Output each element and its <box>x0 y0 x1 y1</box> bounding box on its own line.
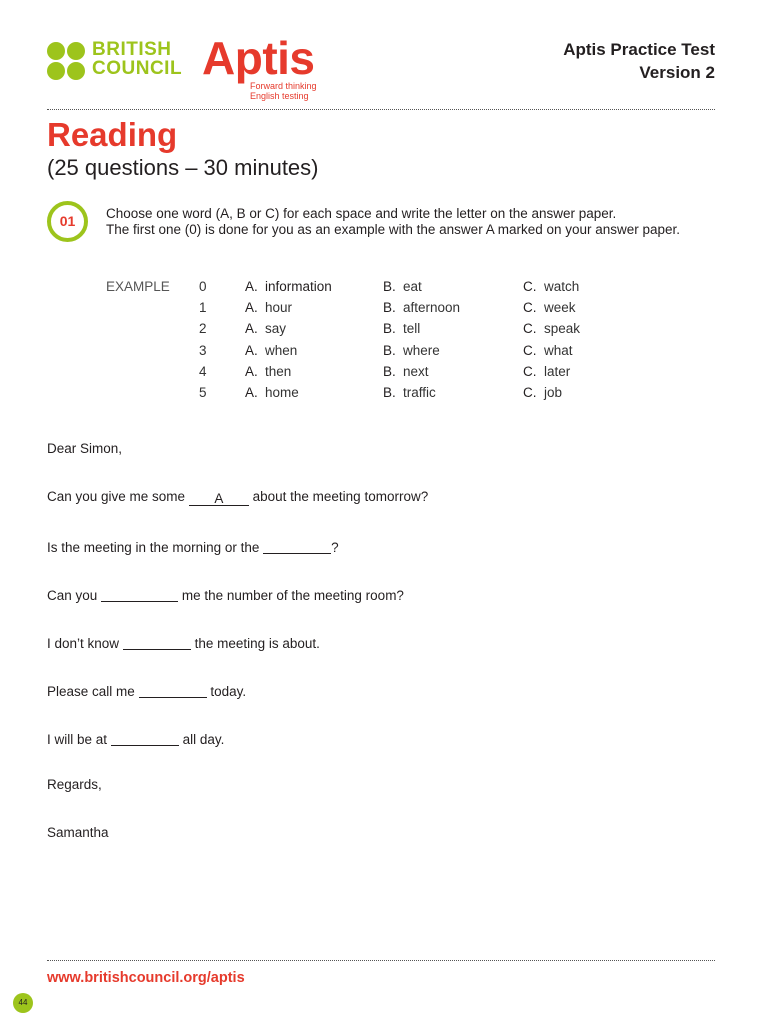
sentence-text: Is the meeting in the morning or the <box>47 540 260 555</box>
option-b-text: eat <box>403 279 422 294</box>
option-c-letter: C. <box>523 385 537 400</box>
sentence-text: ? <box>331 540 339 555</box>
example-label: EXAMPLE <box>106 279 170 294</box>
sentence-text: Can you <box>47 588 98 603</box>
option-b-text: tell <box>403 321 421 336</box>
option-b-letter: B. <box>383 385 396 400</box>
letter-signature: Samantha <box>47 825 109 840</box>
sentence-text: Can you give me some <box>47 489 186 504</box>
tagline-line-2: English testing <box>250 91 309 101</box>
letter-sentence-3 <box>47 633 320 652</box>
letter-sentence-5 <box>47 729 224 748</box>
option-c-text: later <box>544 364 571 379</box>
row-number: 3 <box>199 343 207 358</box>
british-council-wordmark <box>92 40 182 78</box>
letter-sentence-1 <box>47 537 339 556</box>
sentence-text: me the number of the meeting room? <box>181 588 404 603</box>
option-c-letter: C. <box>523 279 537 294</box>
brand-line-1: BRITISH <box>92 39 172 60</box>
row-number: 4 <box>199 364 207 379</box>
option-a-letter: A. <box>245 364 258 379</box>
test-title-line-1: Aptis Practice Test <box>563 40 715 59</box>
row-number: 2 <box>199 321 207 336</box>
option-a-text: then <box>265 364 292 379</box>
test-title <box>563 38 715 84</box>
option-c-text: watch <box>544 279 580 294</box>
letter-greeting: Dear Simon, <box>47 441 123 456</box>
instruction-line-1: Choose one word (A, B or C) for each space and write the letter on the answer paper. <box>106 206 617 221</box>
option-a-letter: A. <box>245 279 258 294</box>
option-c-text: speak <box>544 321 581 336</box>
aptis-tagline <box>250 81 317 101</box>
answer-blank-2 <box>101 587 178 602</box>
sentence-text: Please call me <box>47 684 135 699</box>
option-c-letter: C. <box>523 364 537 379</box>
option-a-letter: A. <box>245 343 258 358</box>
answer-blank-3 <box>123 635 191 650</box>
option-c-text: what <box>544 343 573 358</box>
row-number: 5 <box>199 385 207 400</box>
answer-blank-4 <box>139 683 207 698</box>
letter-sentence-0 <box>47 489 428 505</box>
answer-blank-5 <box>111 731 179 746</box>
option-a-letter: A. <box>245 385 258 400</box>
test-title-line-2: Version 2 <box>639 63 715 82</box>
sentence-text: today. <box>210 684 247 699</box>
section-subtitle: (25 questions – 30 minutes) <box>47 155 319 180</box>
option-c-letter: C. <box>523 321 537 336</box>
option-b-text: where <box>403 343 440 358</box>
sentence-text: the meeting is about. <box>194 636 320 651</box>
sentence-text: I will be at <box>47 732 108 747</box>
option-b-letter: B. <box>383 364 396 379</box>
option-b-letter: B. <box>383 279 396 294</box>
question-instructions <box>106 206 680 238</box>
option-b-text: afternoon <box>403 300 461 315</box>
row-number: 1 <box>199 300 207 315</box>
option-c-letter: C. <box>523 343 537 358</box>
example-answer-blank: A <box>189 491 249 506</box>
letter-closing: Regards, <box>47 777 102 792</box>
row-number: 0 <box>199 279 207 294</box>
option-c-letter: C. <box>523 300 537 315</box>
option-b-text: traffic <box>403 385 436 400</box>
option-a-text: information <box>265 279 332 294</box>
letter-sentence-4 <box>47 681 246 700</box>
footer-url-link[interactable]: www.britishcouncil.org/aptis <box>47 970 245 986</box>
brand-line-2: COUNCIL <box>92 58 183 79</box>
page-number-badge: 44 <box>13 993 33 1013</box>
aptis-logo: Aptis <box>202 32 315 84</box>
option-a-text: say <box>265 321 287 336</box>
section-title: Reading <box>47 116 178 153</box>
option-c-text: job <box>544 385 563 400</box>
answer-blank-1 <box>263 539 331 554</box>
header-divider <box>47 109 715 110</box>
tagline-line-1: Forward thinking <box>250 81 317 91</box>
question-number-badge: 01 <box>47 201 88 242</box>
sentence-text: about the meeting tomorrow? <box>252 489 429 504</box>
option-a-text: hour <box>265 300 293 315</box>
option-c-text: week <box>544 300 576 315</box>
footer-divider <box>47 960 715 961</box>
option-b-letter: B. <box>383 321 396 336</box>
option-a-text: when <box>265 343 298 358</box>
option-b-letter: B. <box>383 300 396 315</box>
sentence-text: I don’t know <box>47 636 120 651</box>
instruction-line-2: The first one (0) is done for you as an example with the answer A marked on your answer paper. <box>106 222 681 237</box>
option-b-text: next <box>403 364 429 379</box>
letter-sentence-2 <box>47 585 404 604</box>
option-a-text: home <box>265 385 299 400</box>
sentence-text: all day. <box>182 732 225 747</box>
option-a-letter: A. <box>245 321 258 336</box>
option-a-letter: A. <box>245 300 258 315</box>
british-council-logo-icon <box>47 42 87 80</box>
option-b-letter: B. <box>383 343 396 358</box>
